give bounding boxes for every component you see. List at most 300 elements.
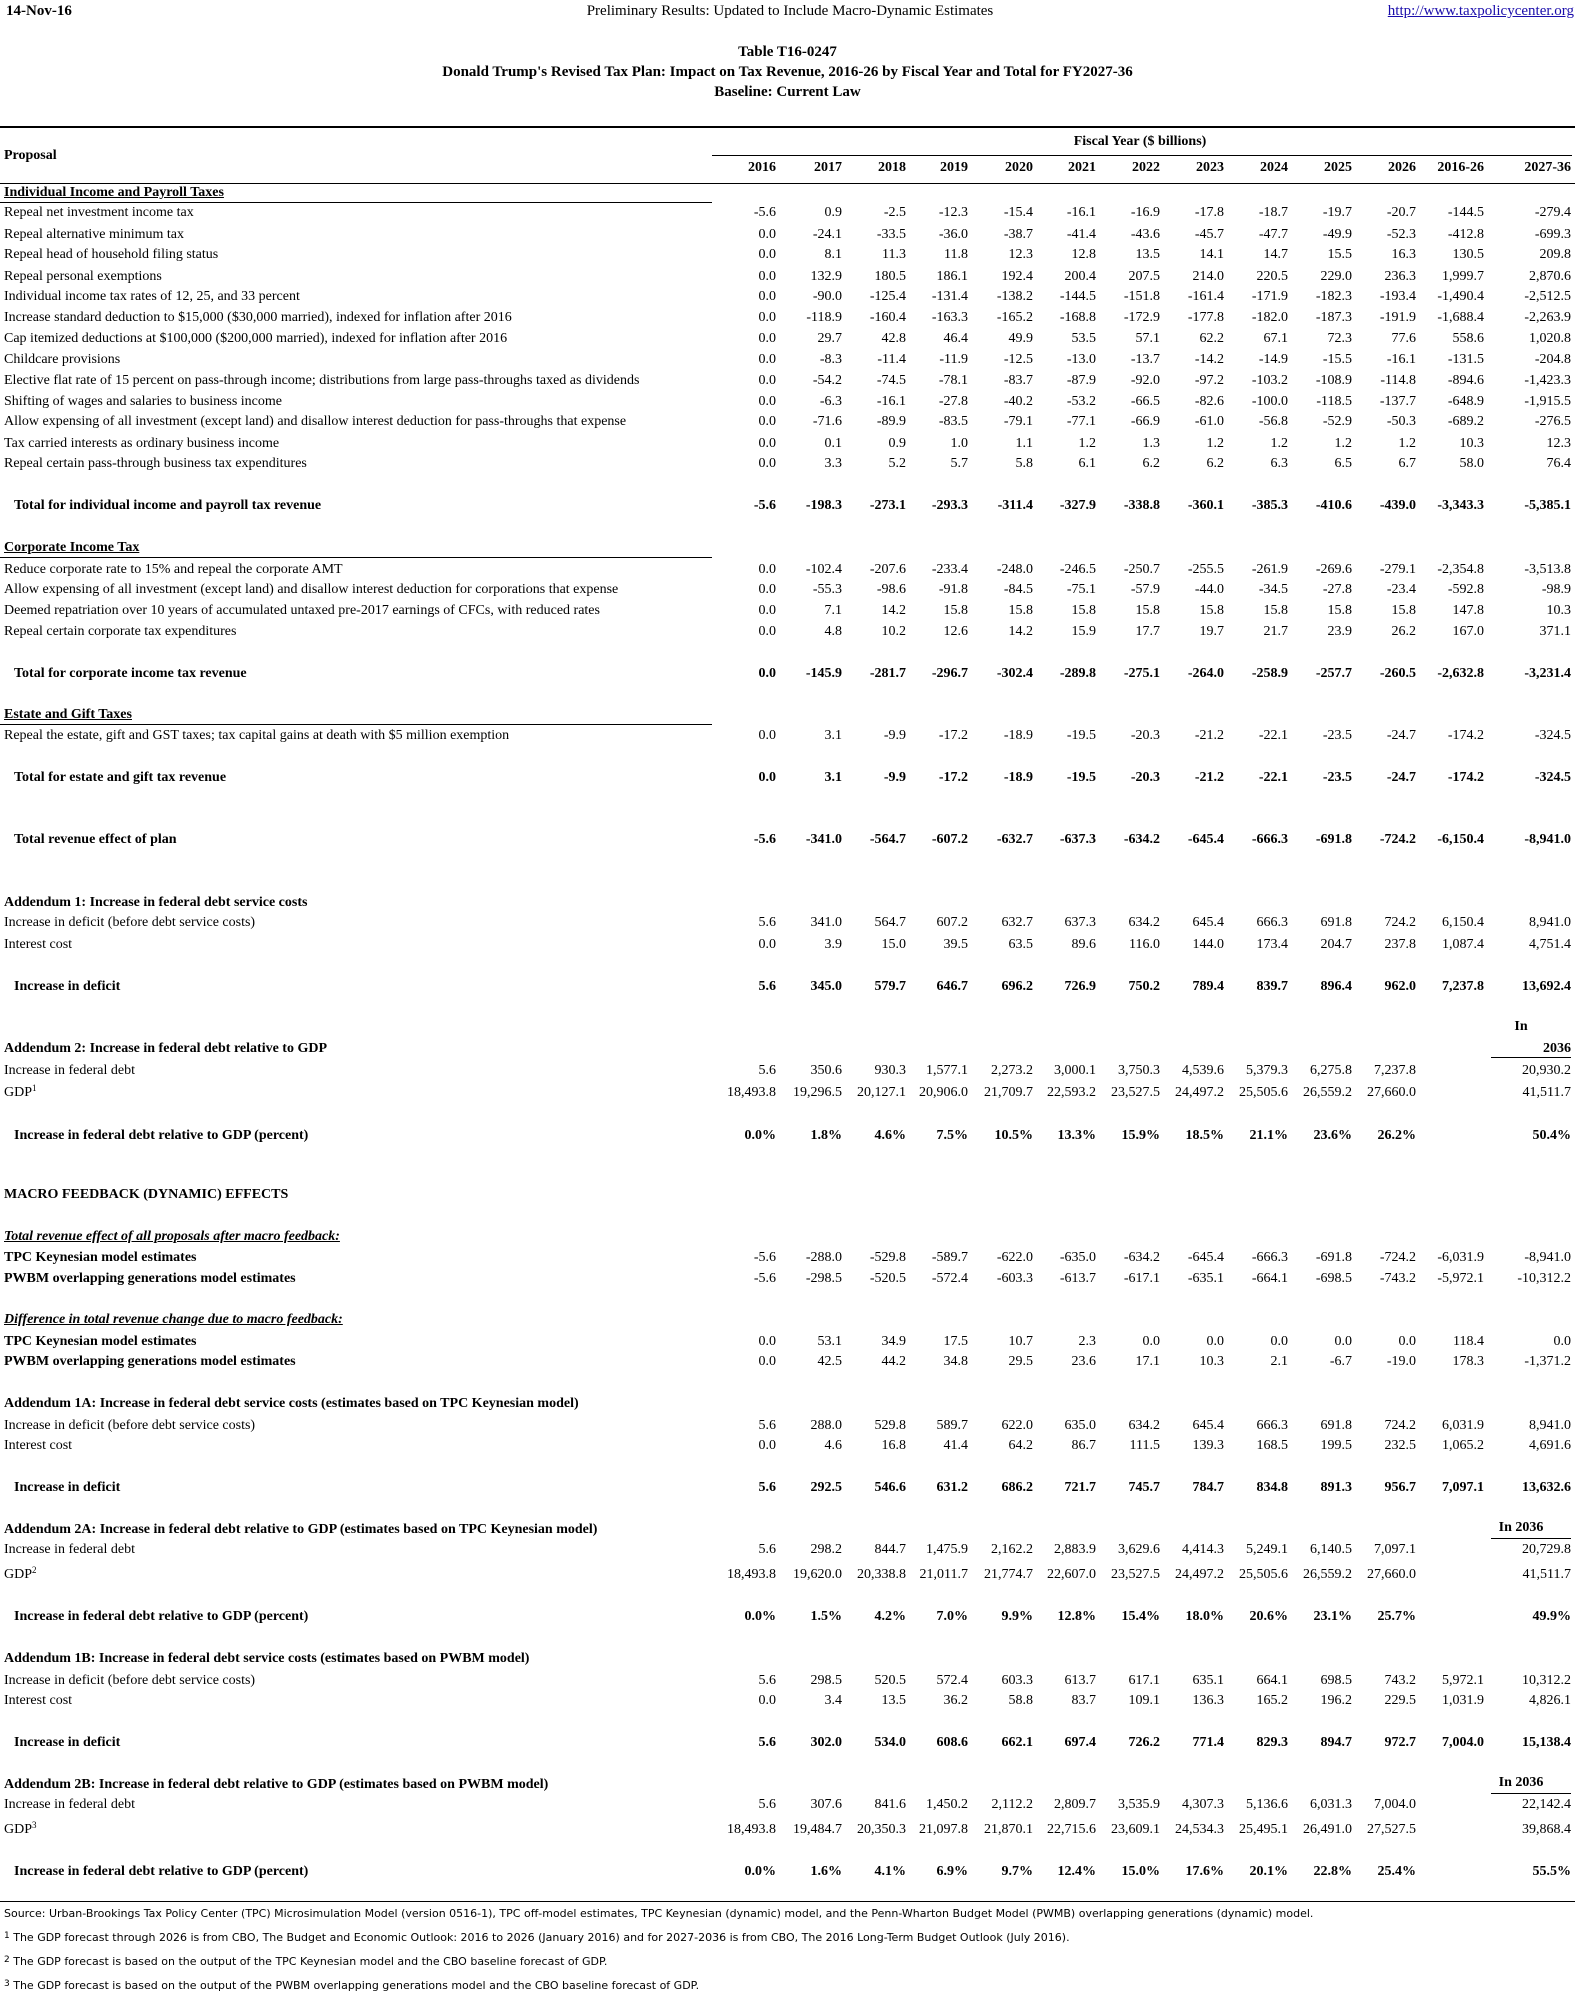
- row-label: Repeal certain corporate tax expenditures: [4, 624, 237, 639]
- table-cell: 12.8: [1071, 247, 1096, 262]
- table-cell: -161.4: [1187, 289, 1224, 304]
- row-label: Increase in deficit: [14, 979, 121, 994]
- table-cell: 15.4%: [1121, 1609, 1160, 1624]
- row-label: Individual income tax rates of 12, 25, and 33 percent: [4, 289, 300, 304]
- table-cell: -24.7: [1386, 770, 1416, 785]
- table-cell: -572.4: [931, 1271, 968, 1286]
- table-cell: 4.6%: [874, 1128, 906, 1143]
- table-cell: 2,883.9: [1054, 1542, 1096, 1557]
- table-cell: 229.0: [1320, 269, 1352, 284]
- table-cell: -83.5: [938, 414, 968, 429]
- table-cell: 109.1: [1128, 1693, 1160, 1708]
- table-row: [0, 726, 1575, 746]
- table-cell: 21.7: [1263, 624, 1288, 639]
- table-row: [0, 893, 1575, 913]
- table-cell: 0.0: [758, 582, 776, 597]
- table-cell: -22.1: [1258, 728, 1288, 743]
- table-cell: -18.9: [1003, 728, 1033, 743]
- table-cell: 5.6: [758, 1542, 776, 1557]
- table-cell: 204.7: [1320, 937, 1352, 952]
- table-cell: 4,826.1: [1529, 1693, 1571, 1708]
- table-cell: 15.9: [1071, 624, 1096, 639]
- row-label: Repeal alternative minimum tax: [4, 227, 184, 242]
- table-cell: 631.2: [936, 1480, 968, 1495]
- row-label: PWBM overlapping generations model estimates: [4, 1354, 296, 1369]
- table-cell: -52.3: [1386, 227, 1416, 242]
- table-cell: 42.5: [817, 1354, 842, 1369]
- table-cell: -298.5: [805, 1271, 842, 1286]
- table-row: [0, 768, 1575, 788]
- table-cell: 2,162.2: [991, 1542, 1033, 1557]
- table-cell: 23,527.5: [1111, 1085, 1160, 1100]
- table-cell: 41.4: [943, 1438, 968, 1453]
- table-baseline: Baseline: Current Law: [714, 84, 861, 100]
- table-cell: 0.0: [758, 436, 776, 451]
- table-cell: -66.9: [1130, 414, 1160, 429]
- table-cell: 207.5: [1128, 269, 1160, 284]
- table-cell: -103.2: [1251, 373, 1288, 388]
- table-cell: 0.0: [758, 247, 776, 262]
- table-cell: 0.0: [758, 414, 776, 429]
- table-cell: -11.9: [939, 352, 968, 367]
- table-cell: -174.2: [1447, 770, 1484, 785]
- table-cell: -16.1: [1066, 205, 1096, 220]
- table-cell: 41,511.7: [1522, 1567, 1571, 1582]
- table-cell: -14.2: [1194, 352, 1224, 367]
- table-cell: -82.6: [1194, 394, 1224, 409]
- row-label: Tax carried interests as ordinary business income: [4, 436, 280, 451]
- table-cell: 3,535.9: [1118, 1797, 1160, 1812]
- table-row: [0, 434, 1575, 454]
- table-cell: 10.7: [1008, 1334, 1033, 1349]
- table-cell: 27,527.5: [1367, 1822, 1416, 1837]
- table-cell: 29.7: [817, 331, 842, 346]
- table-cell: 29.5: [1008, 1354, 1033, 1369]
- table-cell: 6,140.5: [1310, 1542, 1352, 1557]
- table-cell: 18,493.8: [727, 1085, 776, 1100]
- table-cell: -6.7: [1329, 1354, 1352, 1369]
- table-cell: 17.5: [943, 1334, 968, 1349]
- table-cell: 726.9: [1064, 979, 1096, 994]
- table-cell: -3,343.3: [1437, 498, 1484, 513]
- table-cell: 0.0: [758, 227, 776, 242]
- row-label: Deemed repatriation over 10 years of accumulated untaxed pre-2017 earnings of CFCs, with reduced rates: [4, 603, 600, 618]
- table-cell: 0.0: [758, 562, 776, 577]
- table-row: [0, 1691, 1575, 1711]
- table-row: [0, 1733, 1575, 1753]
- table-cell: 34.9: [881, 1334, 906, 1349]
- table-cell: -19.5: [1066, 770, 1096, 785]
- table-cell: 891.3: [1320, 1480, 1352, 1495]
- table-cell: -603.3: [996, 1271, 1033, 1286]
- table-cell: -98.6: [876, 582, 906, 597]
- table-cell: 167.0: [1452, 624, 1484, 639]
- table-cell: 302.0: [810, 1735, 842, 1750]
- table-cell: -324.5: [1534, 770, 1571, 785]
- table-cell: -40.2: [1003, 394, 1033, 409]
- table-cell: -187.3: [1315, 310, 1352, 325]
- table-cell: 15,138.4: [1522, 1735, 1571, 1750]
- table-cell: 546.6: [874, 1480, 906, 1495]
- table-cell: -327.9: [1059, 498, 1096, 513]
- table-cell: 5.6: [758, 1480, 776, 1495]
- table-cell: -691.8: [1315, 1250, 1352, 1265]
- table-cell: 118.4: [1453, 1334, 1484, 1349]
- table-cell: 77.6: [1391, 331, 1416, 346]
- table-cell: 635.1: [1192, 1673, 1224, 1688]
- table-cell: -78.1: [938, 373, 968, 388]
- table-cell: -108.9: [1315, 373, 1352, 388]
- table-cell: 17.7: [1135, 624, 1160, 639]
- table-cell: -410.6: [1315, 498, 1352, 513]
- row-label: Increase in federal debt: [4, 1063, 135, 1078]
- table-cell: -724.2: [1379, 832, 1416, 847]
- table-cell: -5,972.1: [1437, 1271, 1484, 1286]
- table-cell: 19.7: [1199, 624, 1224, 639]
- table-cell: 2.1: [1270, 1354, 1288, 1369]
- table-cell: -607.2: [931, 832, 968, 847]
- table-cell: 0.0: [1398, 1334, 1416, 1349]
- row-label: Increase in federal debt relative to GDP (percent): [14, 1128, 309, 1143]
- table-cell: 613.7: [1064, 1673, 1096, 1688]
- table-cell: 0.0: [758, 1354, 776, 1369]
- table-cell: 0.0: [1270, 1334, 1288, 1349]
- table-cell: 15.5: [1327, 247, 1352, 262]
- table-cell: -2,263.9: [1524, 310, 1571, 325]
- table-cell: 572.4: [936, 1673, 968, 1688]
- table-cell: 10.5%: [994, 1128, 1033, 1143]
- row-label: Increase in federal debt relative to GDP (percent): [14, 1864, 309, 1879]
- table-cell: 0.0%: [744, 1609, 776, 1624]
- year-header-2018: 2018: [878, 160, 906, 175]
- year-header-2020: 2020: [1005, 160, 1033, 175]
- table-cell: -55.3: [812, 582, 842, 597]
- row-label: TPC Keynesian model estimates: [4, 1334, 197, 1349]
- table-cell: -360.1: [1187, 498, 1224, 513]
- table-cell: 930.3: [874, 1063, 906, 1078]
- footnote-2: $^2$ The GDP forecast is based on the output of the TPC Keynesian model and the CBO baseline forecast of GDP.: [4, 1955, 608, 1968]
- table-cell: 22.8%: [1313, 1864, 1352, 1879]
- table-cell: 1.3: [1142, 436, 1160, 451]
- table-cell: 896.4: [1320, 979, 1352, 994]
- table-cell: 579.7: [874, 979, 906, 994]
- table-cell: 839.7: [1256, 979, 1288, 994]
- table-row: [0, 1607, 1575, 1627]
- row-label: Addendum 2A: Increase in federal debt relative to GDP (estimates based on TPC Keynesian model): [4, 1522, 598, 1537]
- table-cell: -97.2: [1194, 373, 1224, 388]
- table-cell: -12.5: [1003, 352, 1033, 367]
- table-cell: 0.0: [758, 456, 776, 471]
- table-cell: 6.5: [1334, 456, 1352, 471]
- table-cell: 4.1%: [874, 1864, 906, 1879]
- table-cell: 67.1: [1263, 331, 1288, 346]
- table-cell: -341.0: [805, 832, 842, 847]
- table-cell: 634.2: [1128, 1418, 1160, 1433]
- table-cell: -666.3: [1251, 832, 1288, 847]
- table-cell: -44.0: [1194, 582, 1224, 597]
- table-cell: 21,097.8: [919, 1822, 968, 1837]
- table-cell: 130.5: [1452, 247, 1484, 262]
- table-cell: 168.5: [1256, 1438, 1288, 1453]
- table-cell: 0.0: [1142, 1334, 1160, 1349]
- table-cell: -145.9: [805, 666, 842, 681]
- row-label: Interest cost: [4, 937, 73, 952]
- table-cell: 0.0: [1334, 1334, 1352, 1349]
- table-cell: 18,493.8: [727, 1567, 776, 1582]
- header-date: 14-Nov-16: [6, 3, 72, 19]
- table-cell: 10.3: [1546, 603, 1571, 618]
- table-cell: -14.9: [1258, 352, 1288, 367]
- table-cell: -1,490.4: [1437, 289, 1484, 304]
- table-cell: -6,031.9: [1437, 1250, 1484, 1265]
- table-cell: 7,004.0: [1374, 1797, 1416, 1812]
- table-cell: 691.8: [1320, 915, 1352, 930]
- table-cell: -163.3: [931, 310, 968, 325]
- row-label: Increase in federal debt: [4, 1797, 135, 1812]
- table-cell: 25,495.1: [1239, 1822, 1288, 1837]
- table-cell: 829.3: [1256, 1735, 1288, 1750]
- table-cell: 25,505.6: [1239, 1085, 1288, 1100]
- row-label: Repeal personal exemptions: [4, 269, 162, 284]
- table-cell: 23.9: [1327, 624, 1352, 639]
- table-cell: 894.7: [1320, 1735, 1352, 1750]
- table-cell: -17.2: [938, 728, 968, 743]
- table-cell: 11.3: [882, 247, 906, 262]
- table-cell: 0.0: [758, 310, 776, 325]
- table-cell: 57.1: [1135, 331, 1160, 346]
- table-cell: -279.1: [1379, 562, 1416, 577]
- table-cell: 20,729.8: [1522, 1542, 1571, 1557]
- row-label: PWBM overlapping generations model estimates: [4, 1271, 296, 1286]
- table-cell: -2,354.8: [1437, 562, 1484, 577]
- table-cell: -19.0: [1386, 1354, 1416, 1369]
- table-cell: -17.2: [938, 770, 968, 785]
- row-label: MACRO FEEDBACK (DYNAMIC) EFFECTS: [4, 1187, 289, 1202]
- table-cell: -61.0: [1194, 414, 1224, 429]
- table-cell: 83.7: [1071, 1693, 1096, 1708]
- table-row: [0, 1862, 1575, 1882]
- table-cell: 6,150.4: [1442, 915, 1484, 930]
- table-cell: 292.5: [810, 1480, 842, 1495]
- table-cell: 1.2: [1334, 436, 1352, 451]
- header-link[interactable]: http://www.taxpolicycenter.org: [1387, 3, 1574, 19]
- table-cell: 1.2: [1078, 436, 1096, 451]
- table-cell: -2.5: [883, 205, 906, 220]
- table-cell: 664.1: [1256, 1673, 1288, 1688]
- table-cell: 726.2: [1128, 1735, 1160, 1750]
- table-cell: 41,511.7: [1522, 1085, 1571, 1100]
- table-cell: 9.7%: [1001, 1864, 1033, 1879]
- table-cell: 18.0%: [1185, 1609, 1224, 1624]
- table-cell: -125.4: [869, 289, 906, 304]
- table-cell: 1.5%: [810, 1609, 842, 1624]
- row-label: Childcare provisions: [4, 352, 121, 367]
- table-cell: -15.5: [1322, 352, 1352, 367]
- table-cell: -174.2: [1447, 728, 1484, 743]
- table-row: [0, 1416, 1575, 1436]
- table-cell: -23.4: [1386, 582, 1416, 597]
- table-cell: -622.0: [996, 1250, 1033, 1265]
- table-row: [0, 287, 1575, 307]
- table-cell: 18,493.8: [727, 1822, 776, 1837]
- table-cell: -288.0: [805, 1250, 842, 1265]
- table-cell: -16.9: [1130, 205, 1160, 220]
- table-cell: -90.0: [812, 289, 842, 304]
- row-label: Cap itemized deductions at $100,000 ($200,000 married), indexed for inflation after 2016: [4, 331, 508, 346]
- row-label: Allow expensing of all investment (except land) and disallow interest deduction for pass-throughs that expense: [4, 414, 627, 429]
- table-cell: -311.4: [997, 498, 1033, 513]
- row-label: Repeal head of household filing status: [4, 247, 219, 262]
- table-cell: 608.6: [936, 1735, 968, 1750]
- table-cell: 13,692.4: [1522, 979, 1571, 994]
- table-cell: -20.3: [1130, 770, 1160, 785]
- table-cell: 22,593.2: [1047, 1085, 1096, 1100]
- table-cell: -564.7: [869, 832, 906, 847]
- table-cell: 0.0: [758, 728, 776, 743]
- table-cell: 662.1: [1001, 1735, 1033, 1750]
- table-row: [0, 560, 1575, 580]
- table-row: [0, 601, 1575, 621]
- table-cell: -144.5: [1059, 289, 1096, 304]
- table-row: [0, 1540, 1575, 1560]
- table-cell: 4,539.6: [1182, 1063, 1224, 1078]
- table-cell: 520.5: [874, 1673, 906, 1688]
- table-cell: 39.5: [943, 937, 968, 952]
- table-cell: 13.5: [1135, 247, 1160, 262]
- row-label: Total for estate and gift tax revenue: [14, 770, 227, 785]
- in-rule: [1491, 1793, 1571, 1794]
- table-cell: 1.6%: [810, 1864, 842, 1879]
- table-cell: -21.2: [1194, 770, 1224, 785]
- table-cell: 0.9: [824, 205, 842, 220]
- table-cell: 39,868.4: [1522, 1822, 1571, 1837]
- row-label: TPC Keynesian model estimates: [4, 1250, 197, 1265]
- table-cell: -5.6: [753, 832, 776, 847]
- table-cell: 200.4: [1064, 269, 1096, 284]
- table-cell: 0.0: [758, 394, 776, 409]
- table-cell: 697.4: [1064, 1735, 1096, 1750]
- table-cell: 15.8: [1135, 603, 1160, 618]
- table-row: [0, 1185, 1575, 1205]
- table-cell: 9.9%: [1001, 1609, 1033, 1624]
- table-cell: -248.0: [996, 562, 1033, 577]
- table-cell: -6,150.4: [1437, 832, 1484, 847]
- table-cell: -279.4: [1534, 205, 1571, 220]
- row-label: Elective flat rate of 15 percent on pass-through income; distributions from large pass-throughs taxed as dividends: [4, 373, 640, 388]
- table-cell: -52.9: [1322, 414, 1352, 429]
- table-cell: 23,527.5: [1111, 1567, 1160, 1582]
- table-row: [0, 1775, 1575, 1795]
- table-cell: 6,275.8: [1310, 1063, 1352, 1078]
- table-cell: -36.0: [938, 227, 968, 242]
- table-cell: -27.8: [938, 394, 968, 409]
- table-cell: 178.3: [1452, 1354, 1484, 1369]
- table-cell: 341.0: [810, 915, 842, 930]
- table-cell: 36.2: [943, 1693, 968, 1708]
- table-cell: 1.0: [950, 436, 968, 451]
- table-cell: 0.0: [758, 269, 776, 284]
- table-cell: 1,065.2: [1442, 1438, 1484, 1453]
- table-cell: 8.1: [824, 247, 842, 262]
- table-cell: 0.0: [758, 1693, 776, 1708]
- table-row: [0, 830, 1575, 850]
- table-cell: -637.3: [1059, 832, 1096, 847]
- table-cell: 962.0: [1384, 979, 1416, 994]
- table-cell: -54.2: [812, 373, 842, 388]
- table-cell: -114.8: [1380, 373, 1416, 388]
- table-row: [0, 412, 1575, 432]
- table-cell: 237.8: [1384, 937, 1416, 952]
- table-cell: -131.5: [1447, 352, 1484, 367]
- year-header-2025: 2025: [1324, 160, 1352, 175]
- table-cell: -45.7: [1194, 227, 1224, 242]
- table-row: [0, 664, 1575, 684]
- table-cell: 15.8: [1263, 603, 1288, 618]
- table-cell: 14.7: [1263, 247, 1288, 262]
- table-cell: -41.4: [1066, 227, 1096, 242]
- row-label: Addendum 1: Increase in federal debt service costs: [4, 895, 308, 910]
- row-label: Reduce corporate rate to 15% and repeal the corporate AMT: [4, 562, 343, 577]
- table-cell: 6.3: [1270, 456, 1288, 471]
- row-label: GDP$^1$: [4, 1083, 37, 1100]
- table-cell: 0.0: [758, 624, 776, 639]
- proposal-header: Proposal: [4, 148, 57, 163]
- table-cell: 3,629.6: [1118, 1542, 1160, 1557]
- table-cell: 192.4: [1001, 269, 1033, 284]
- table-row: [0, 392, 1575, 412]
- table-cell: -24.7: [1386, 728, 1416, 743]
- table-cell: -3,231.4: [1524, 666, 1571, 681]
- table-cell: -724.2: [1379, 1250, 1416, 1265]
- table-cell: 144.0: [1192, 937, 1224, 952]
- table-cell: 26,491.0: [1303, 1822, 1352, 1837]
- table-row: [0, 935, 1575, 955]
- table-cell: 0.0: [758, 373, 776, 388]
- table-cell: -275.1: [1123, 666, 1160, 681]
- table-cell: 603.3: [1001, 1673, 1033, 1688]
- bottom-rule: [0, 1901, 1575, 1902]
- table-cell: -529.8: [869, 1250, 906, 1265]
- table-cell: -635.0: [1059, 1250, 1096, 1265]
- table-cell: -645.4: [1187, 1250, 1224, 1265]
- table-cell: 5,136.6: [1246, 1797, 1288, 1812]
- table-cell: 1.1: [1015, 436, 1033, 451]
- table-cell: 19,296.5: [793, 1085, 842, 1100]
- table-cell: 15.9%: [1121, 1128, 1160, 1143]
- table-cell: -118.9: [806, 310, 842, 325]
- table-cell: 26.2%: [1377, 1128, 1416, 1143]
- section-rule: [0, 724, 712, 725]
- table-cell: -2,632.8: [1437, 666, 1484, 681]
- table-cell: -43.6: [1130, 227, 1160, 242]
- table-cell: -20.7: [1386, 205, 1416, 220]
- table-cell: 15.8: [1391, 603, 1416, 618]
- table-cell: 307.6: [810, 1797, 842, 1812]
- table-cell: 53.5: [1071, 331, 1096, 346]
- table-cell: -1,423.3: [1524, 373, 1571, 388]
- table-cell: 698.5: [1320, 1673, 1352, 1688]
- table-row: [0, 1478, 1575, 1498]
- table-cell: -19.7: [1322, 205, 1352, 220]
- table-row: [0, 1310, 1575, 1330]
- table-cell: 0.0: [1206, 1334, 1224, 1349]
- table-cell: -257.7: [1315, 666, 1352, 681]
- table-cell: 209.8: [1539, 247, 1571, 262]
- table-cell: 4,691.6: [1529, 1438, 1571, 1453]
- table-cell: 13,632.6: [1522, 1480, 1571, 1495]
- table-cell: 180.5: [874, 269, 906, 284]
- row-label: Increase in deficit: [14, 1735, 121, 1750]
